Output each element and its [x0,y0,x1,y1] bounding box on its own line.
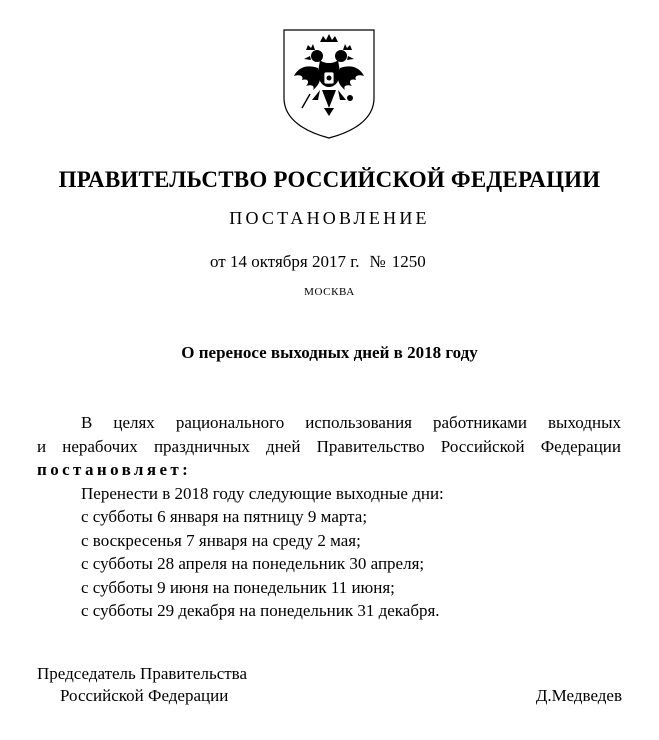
signatory-position-line-2: Российской Федерации [60,686,229,705]
transfer-item: с субботы 6 января на пятницу 9 марта; [81,507,368,526]
transfer-intro: Перенести в 2018 году следующие выходные дни: [81,484,444,503]
transfer-item: с воскресенья 7 января на среду 2 мая; [81,531,361,550]
russian-coat-of-arms-icon [282,28,376,140]
number-sign: № [369,252,386,271]
decree-number: 1250 [391,252,426,271]
government-name: ПРАВИТЕЛЬСТВО РОССИЙСКОЙ ФЕДЕРАЦИИ [58,167,601,192]
transfer-item: с субботы 28 апреля на понедельник 30 апреля; [81,554,425,573]
paragraph-line-1: В целях рационального использования работниками выходных [81,413,621,432]
decree-title: О переносе выходных дней в 2018 году [181,343,478,362]
document-type: ПОСТАНОВЛЕНИЕ [229,208,430,228]
date-line [210,251,426,273]
transfer-item: с субботы 9 июня на понедельник 11 июня; [81,578,395,597]
city: МОСКВА [304,286,355,298]
paragraph-line-2: и нерабочих праздничных дней Правительство Российской Федерации [37,437,621,456]
decree-date: от 14 октября 2017 г. [210,252,360,271]
signatory-position-line-1: Председатель Правительства [37,664,248,683]
decides-keyword: постановляет: [37,460,192,479]
transfer-item: с субботы 29 декабря на понедельник 31 декабря. [81,601,440,620]
signatory-name: Д.Медведев [535,686,622,705]
